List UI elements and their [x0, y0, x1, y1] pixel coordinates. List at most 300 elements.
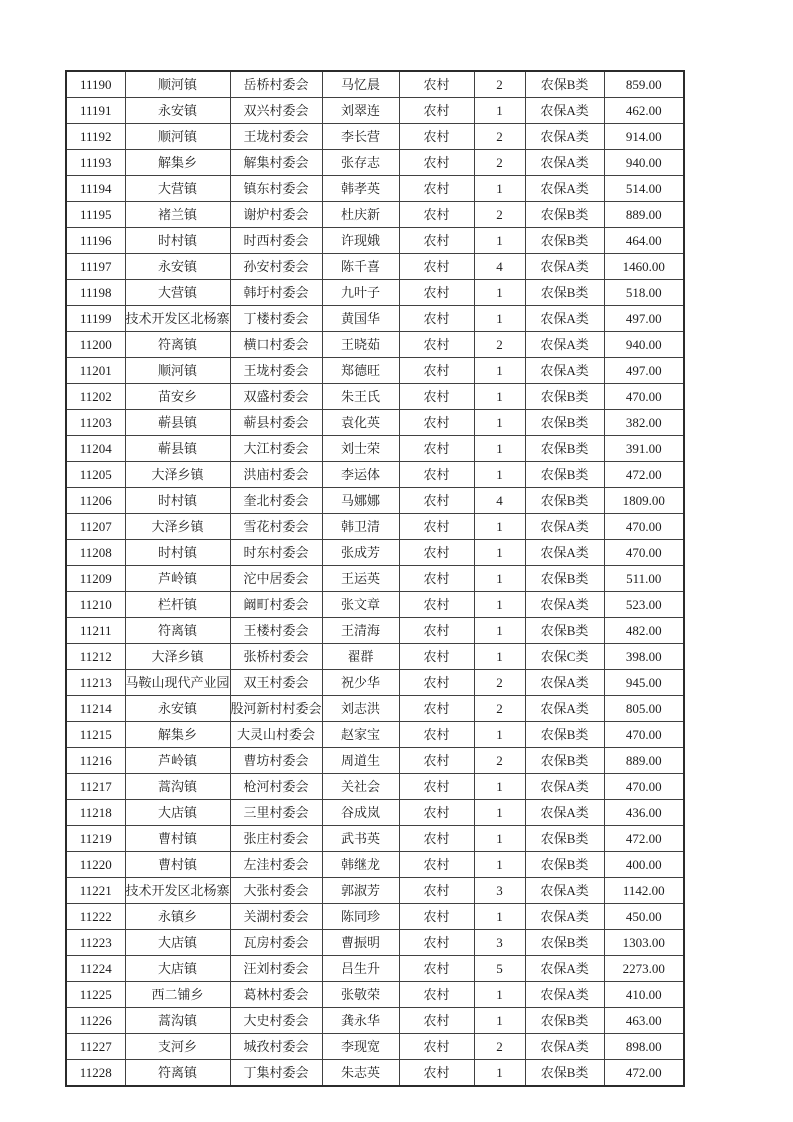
cell-category	[399, 1008, 474, 1034]
amount-text: 1809.00	[622, 493, 665, 508]
person-name-text: 袁化英	[341, 415, 381, 430]
table-row	[66, 384, 684, 410]
insurance-type-text: 农保B类	[540, 467, 589, 482]
cell-insurance-type	[525, 878, 604, 904]
cell-insurance-type	[525, 228, 604, 254]
category-text: 农村	[423, 571, 450, 586]
table-row	[66, 176, 684, 202]
count-text: 3	[496, 935, 503, 950]
cell-serial	[66, 254, 125, 280]
town-text: 大店镇	[158, 805, 198, 820]
insurance-type-text: 农保B类	[540, 623, 589, 638]
cell-town	[125, 98, 230, 124]
insurance-type-text: 农保A类	[540, 1039, 589, 1054]
cell-category	[399, 774, 474, 800]
cell-count	[474, 228, 525, 254]
cell-town	[125, 852, 230, 878]
amount-text: 511.00	[626, 571, 662, 586]
amount-text: 1142.00	[622, 883, 665, 898]
town-text: 大泽乡镇	[151, 467, 204, 482]
cell-amount	[604, 592, 684, 618]
category-text: 农村	[423, 311, 450, 326]
cell-insurance-type	[525, 748, 604, 774]
cell-serial	[66, 410, 125, 436]
cell-village	[230, 1008, 322, 1034]
amount-text: 470.00	[625, 389, 662, 404]
village-text: 张庄村委会	[243, 831, 309, 846]
serial-text: 11193	[79, 155, 112, 170]
cell-insurance-type	[525, 280, 604, 306]
person-name-text: 武书英	[341, 831, 381, 846]
person-name-text: 韩卫清	[341, 519, 381, 534]
cell-serial	[66, 800, 125, 826]
cell-amount	[604, 878, 684, 904]
category-text: 农村	[423, 337, 450, 352]
amount-text: 398.00	[625, 649, 662, 664]
person-name-text: 刘士荣	[341, 441, 381, 456]
cell-insurance-type	[525, 1008, 604, 1034]
serial-text: 11213	[79, 675, 112, 690]
cell-category	[399, 566, 474, 592]
cell-insurance-type	[525, 98, 604, 124]
town-text: 蕲县镇	[158, 415, 198, 430]
town-text: 符离镇	[158, 1065, 198, 1080]
cell-amount	[604, 852, 684, 878]
table-row	[66, 618, 684, 644]
cell-person-name	[322, 956, 399, 982]
serial-text: 11198	[79, 285, 112, 300]
amount-text: 518.00	[625, 285, 662, 300]
person-name-text: 翟群	[347, 649, 374, 664]
cell-person-name	[322, 98, 399, 124]
cell-town	[125, 956, 230, 982]
category-text: 农村	[423, 467, 450, 482]
village-text: 枪河村委会	[243, 779, 309, 794]
cell-insurance-type	[525, 800, 604, 826]
cell-amount	[604, 384, 684, 410]
count-text: 1	[496, 857, 503, 872]
village-text: 奎北村委会	[243, 493, 309, 508]
cell-amount	[604, 1034, 684, 1060]
category-text: 农村	[423, 623, 450, 638]
insurance-type-text: 农保B类	[540, 831, 589, 846]
cell-serial	[66, 852, 125, 878]
cell-village	[230, 696, 322, 722]
cell-town	[125, 540, 230, 566]
cell-count	[474, 670, 525, 696]
town-text: 技术开发区北杨寨	[125, 311, 230, 326]
cell-category	[399, 696, 474, 722]
cell-person-name	[322, 800, 399, 826]
cell-count	[474, 332, 525, 358]
category-text: 农村	[423, 129, 450, 144]
serial-text: 11227	[79, 1039, 112, 1054]
cell-insurance-type	[525, 410, 604, 436]
table-row	[66, 592, 684, 618]
serial-text: 11226	[79, 1013, 112, 1028]
town-text: 支河乡	[158, 1039, 198, 1054]
count-text: 1	[496, 1065, 503, 1080]
count-text: 1	[496, 441, 503, 456]
category-text: 农村	[423, 727, 450, 742]
village-text: 大江村委会	[243, 441, 309, 456]
count-text: 1	[496, 103, 503, 118]
cell-insurance-type	[525, 332, 604, 358]
category-text: 农村	[423, 987, 450, 1002]
cell-town	[125, 644, 230, 670]
count-text: 2	[496, 155, 503, 170]
amount-text: 497.00	[625, 311, 662, 326]
insurance-type-text: 农保B类	[540, 77, 589, 92]
town-text: 解集乡	[158, 155, 198, 170]
cell-count	[474, 878, 525, 904]
village-text: 时东村委会	[243, 545, 309, 560]
cell-insurance-type	[525, 202, 604, 228]
cell-insurance-type	[525, 384, 604, 410]
count-text: 2	[496, 1039, 503, 1054]
person-name-text: 张存志	[341, 155, 381, 170]
cell-serial	[66, 592, 125, 618]
insurance-type-text: 农保B类	[540, 415, 589, 430]
cell-village	[230, 202, 322, 228]
count-text: 1	[496, 571, 503, 586]
count-text: 1	[496, 909, 503, 924]
cell-village	[230, 358, 322, 384]
count-text: 2	[496, 129, 503, 144]
cell-person-name	[322, 618, 399, 644]
serial-text: 11194	[79, 181, 112, 196]
table-row	[66, 410, 684, 436]
cell-serial	[66, 566, 125, 592]
town-text: 大店镇	[158, 935, 198, 950]
table-row	[66, 436, 684, 462]
cell-count	[474, 124, 525, 150]
category-text: 农村	[423, 259, 450, 274]
cell-town	[125, 358, 230, 384]
cell-village	[230, 228, 322, 254]
category-text: 农村	[423, 77, 450, 92]
insurance-type-text: 农保B类	[540, 857, 589, 872]
serial-text: 11195	[79, 207, 112, 222]
cell-village	[230, 306, 322, 332]
village-text: 城孜村委会	[243, 1039, 309, 1054]
cell-count	[474, 384, 525, 410]
cell-person-name	[322, 410, 399, 436]
table-row	[66, 904, 684, 930]
serial-text: 11222	[79, 909, 112, 924]
cell-amount	[604, 670, 684, 696]
cell-town	[125, 774, 230, 800]
cell-serial	[66, 384, 125, 410]
insurance-type-text: 农保B类	[540, 753, 589, 768]
insurance-type-text: 农保A类	[540, 103, 589, 118]
cell-town	[125, 462, 230, 488]
cell-serial	[66, 644, 125, 670]
table-row	[66, 150, 684, 176]
cell-amount	[604, 904, 684, 930]
count-text: 4	[496, 259, 503, 274]
insurance-type-text: 农保A类	[540, 597, 589, 612]
cell-category	[399, 228, 474, 254]
amount-text: 464.00	[625, 233, 662, 248]
cell-person-name	[322, 644, 399, 670]
category-text: 农村	[423, 1065, 450, 1080]
cell-count	[474, 176, 525, 202]
cell-amount	[604, 982, 684, 1008]
cell-serial	[66, 540, 125, 566]
cell-serial	[66, 1008, 125, 1034]
category-text: 农村	[423, 701, 450, 716]
cell-person-name	[322, 696, 399, 722]
count-text: 1	[496, 467, 503, 482]
amount-text: 940.00	[625, 337, 662, 352]
amount-text: 898.00	[625, 1039, 662, 1054]
town-text: 苗安乡	[158, 389, 198, 404]
serial-text: 11211	[79, 623, 112, 638]
town-text: 曹村镇	[158, 831, 198, 846]
person-name-text: 赵家宝	[341, 727, 381, 742]
cell-amount	[604, 71, 684, 98]
cell-category	[399, 280, 474, 306]
count-text: 1	[496, 597, 503, 612]
count-text: 2	[496, 77, 503, 92]
table-row	[66, 1008, 684, 1034]
cell-town	[125, 280, 230, 306]
cell-person-name	[322, 930, 399, 956]
village-text: 大张村委会	[243, 883, 309, 898]
village-text: 孙安村委会	[243, 259, 309, 274]
table-row	[66, 358, 684, 384]
cell-town	[125, 150, 230, 176]
cell-category	[399, 488, 474, 514]
cell-village	[230, 436, 322, 462]
cell-serial	[66, 358, 125, 384]
cell-amount	[604, 696, 684, 722]
serial-text: 11210	[79, 597, 112, 612]
serial-text: 11223	[79, 935, 112, 950]
cell-town	[125, 124, 230, 150]
cell-category	[399, 878, 474, 904]
cell-count	[474, 1060, 525, 1087]
cell-village	[230, 176, 322, 202]
category-text: 农村	[423, 857, 450, 872]
cell-category	[399, 384, 474, 410]
count-text: 1	[496, 545, 503, 560]
cell-village	[230, 878, 322, 904]
cell-person-name	[322, 280, 399, 306]
town-text: 永安镇	[158, 259, 198, 274]
cell-insurance-type	[525, 514, 604, 540]
count-text: 2	[496, 207, 503, 222]
table-row	[66, 644, 684, 670]
category-text: 农村	[423, 441, 450, 456]
village-text: 三里村委会	[243, 805, 309, 820]
cell-amount	[604, 618, 684, 644]
category-text: 农村	[423, 1039, 450, 1054]
amount-text: 497.00	[625, 363, 662, 378]
cell-amount	[604, 566, 684, 592]
cell-insurance-type	[525, 358, 604, 384]
cell-person-name	[322, 1008, 399, 1034]
category-text: 农村	[423, 831, 450, 846]
town-text: 大泽乡镇	[151, 649, 204, 664]
cell-village	[230, 71, 322, 98]
cell-count	[474, 254, 525, 280]
cell-count	[474, 462, 525, 488]
town-text: 大泽乡镇	[151, 519, 204, 534]
count-text: 1	[496, 415, 503, 430]
village-text: 王垅村委会	[243, 363, 309, 378]
person-name-text: 马忆晨	[341, 77, 381, 92]
cell-serial	[66, 826, 125, 852]
cell-insurance-type	[525, 150, 604, 176]
cell-amount	[604, 1060, 684, 1087]
insurance-type-text: 农保A类	[540, 363, 589, 378]
cell-category	[399, 462, 474, 488]
cell-amount	[604, 254, 684, 280]
cell-serial	[66, 930, 125, 956]
cell-person-name	[322, 384, 399, 410]
person-name-text: 曹振明	[341, 935, 381, 950]
amount-text: 940.00	[625, 155, 662, 170]
cell-amount	[604, 956, 684, 982]
serial-text: 11202	[79, 389, 112, 404]
category-text: 农村	[423, 233, 450, 248]
cell-person-name	[322, 71, 399, 98]
amount-text: 462.00	[625, 103, 662, 118]
cell-person-name	[322, 852, 399, 878]
cell-serial	[66, 670, 125, 696]
cell-amount	[604, 98, 684, 124]
cell-amount	[604, 280, 684, 306]
serial-text: 11204	[79, 441, 112, 456]
category-text: 农村	[423, 883, 450, 898]
amount-text: 1460.00	[622, 259, 665, 274]
cell-village	[230, 124, 322, 150]
category-text: 农村	[423, 363, 450, 378]
village-text: 曹坊村委会	[243, 753, 309, 768]
cell-category	[399, 618, 474, 644]
insurance-type-text: 农保A类	[540, 129, 589, 144]
village-text: 雪花村委会	[243, 519, 309, 534]
cell-category	[399, 332, 474, 358]
village-text: 汪刘村委会	[243, 961, 309, 976]
cell-serial	[66, 878, 125, 904]
village-text: 时西村委会	[243, 233, 309, 248]
cell-insurance-type	[525, 566, 604, 592]
cell-village	[230, 852, 322, 878]
category-text: 农村	[423, 285, 450, 300]
cell-insurance-type	[525, 852, 604, 878]
cell-amount	[604, 124, 684, 150]
cell-category	[399, 254, 474, 280]
cell-insurance-type	[525, 956, 604, 982]
person-name-text: 杜庆新	[341, 207, 381, 222]
cell-town	[125, 592, 230, 618]
cell-count	[474, 436, 525, 462]
town-text: 芦岭镇	[158, 571, 198, 586]
town-text: 西二铺乡	[151, 987, 204, 1002]
cell-count	[474, 826, 525, 852]
town-text: 符离镇	[158, 337, 198, 352]
insurance-type-text: 农保A类	[540, 545, 589, 560]
insurance-type-text: 农保B类	[540, 233, 589, 248]
cell-insurance-type	[525, 124, 604, 150]
cell-serial	[66, 306, 125, 332]
cell-village	[230, 982, 322, 1008]
table-row	[66, 228, 684, 254]
count-text: 2	[496, 753, 503, 768]
cell-amount	[604, 774, 684, 800]
person-name-text: 谷成岚	[341, 805, 381, 820]
serial-text: 11192	[79, 129, 112, 144]
cell-category	[399, 904, 474, 930]
insurance-type-text: 农保A类	[540, 805, 589, 820]
category-text: 农村	[423, 493, 450, 508]
person-name-text: 龚永华	[341, 1013, 381, 1028]
village-text: 双王村委会	[243, 675, 309, 690]
cell-insurance-type	[525, 644, 604, 670]
cell-count	[474, 410, 525, 436]
cell-town	[125, 670, 230, 696]
person-name-text: 王晓茹	[341, 337, 381, 352]
table-row	[66, 124, 684, 150]
town-text: 顺河镇	[158, 77, 198, 92]
category-text: 农村	[423, 207, 450, 222]
amount-text: 410.00	[625, 987, 662, 1002]
cell-village	[230, 904, 322, 930]
cell-insurance-type	[525, 306, 604, 332]
count-text: 1	[496, 779, 503, 794]
table-row	[66, 956, 684, 982]
cell-town	[125, 930, 230, 956]
cell-count	[474, 1034, 525, 1060]
cell-person-name	[322, 176, 399, 202]
amount-text: 472.00	[625, 1065, 662, 1080]
amount-text: 436.00	[625, 805, 662, 820]
cell-town	[125, 1060, 230, 1087]
town-text: 栏杆镇	[158, 597, 198, 612]
category-text: 农村	[423, 415, 450, 430]
cell-insurance-type	[525, 982, 604, 1008]
category-text: 农村	[423, 519, 450, 534]
cell-town	[125, 982, 230, 1008]
amount-text: 889.00	[625, 207, 662, 222]
insurance-type-text: 农保A类	[540, 181, 589, 196]
cell-count	[474, 852, 525, 878]
cell-village	[230, 98, 322, 124]
cell-serial	[66, 462, 125, 488]
insurance-type-text: 农保B类	[540, 571, 589, 586]
person-name-text: 关社会	[341, 779, 381, 794]
cell-town	[125, 878, 230, 904]
cell-serial	[66, 774, 125, 800]
category-text: 农村	[423, 805, 450, 820]
cell-person-name	[322, 124, 399, 150]
cell-town	[125, 1008, 230, 1034]
village-text: 解集村委会	[243, 155, 309, 170]
cell-village	[230, 722, 322, 748]
cell-amount	[604, 306, 684, 332]
cell-amount	[604, 800, 684, 826]
town-text: 顺河镇	[158, 129, 198, 144]
cell-person-name	[322, 254, 399, 280]
cell-person-name	[322, 540, 399, 566]
person-name-text: 张敬荣	[341, 987, 381, 1002]
cell-amount	[604, 722, 684, 748]
count-text: 1	[496, 805, 503, 820]
town-text: 大营镇	[158, 181, 198, 196]
